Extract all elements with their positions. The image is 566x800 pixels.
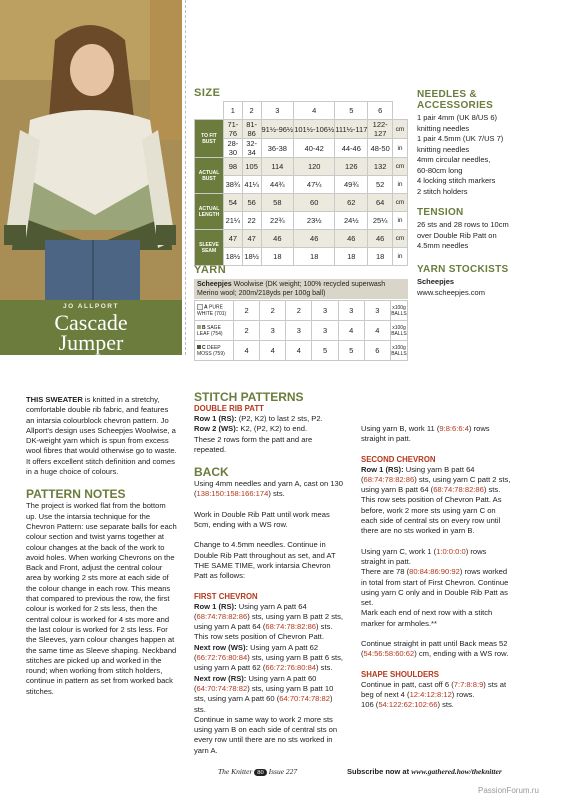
cell: 4 <box>260 341 286 361</box>
cell: 2 <box>234 321 260 341</box>
yarn-description <box>194 279 408 299</box>
cell: 40-42 <box>294 139 335 158</box>
tension-text: 26 sts and 28 rows to 10cm over Double Rib Patt on 4.5mm needles <box>417 220 509 250</box>
cell: 47¼ <box>294 176 335 194</box>
cell: 2 <box>286 301 312 321</box>
cell: 60 <box>294 194 335 212</box>
size-cell: 3 <box>261 102 294 120</box>
subscribe-url[interactable]: www.gathered.how/theknitter <box>411 767 502 776</box>
cell: 120 <box>294 158 335 176</box>
yarn-heading: YARN <box>194 264 227 276</box>
swatch-b <box>197 325 201 329</box>
cell: 18 <box>335 248 368 266</box>
cell: 36-38 <box>261 139 294 158</box>
cell: 18 <box>261 248 294 266</box>
column-1 <box>26 395 178 697</box>
to-fit-cm-row <box>195 120 408 139</box>
footer-right <box>347 767 502 776</box>
unit-balls: x100g BALLS <box>391 321 408 341</box>
cell: 41¼ <box>242 176 261 194</box>
needles-heading-1: NEEDLES & <box>417 89 477 100</box>
cell: 44¾ <box>261 176 294 194</box>
model-photo <box>0 0 182 300</box>
cell: 105 <box>242 158 261 176</box>
stitch-heading: STITCH PATTERNS <box>194 390 304 404</box>
cell: 23½ <box>294 212 335 230</box>
tension-heading: TENSION <box>417 207 464 218</box>
cell: 3 <box>364 301 390 321</box>
sc-total: There are 78 (80:84:86:90:92) rows worked in total from start of First Chevron. Continue using yarn C only and in Double Rib Patt as set. <box>361 567 509 608</box>
cell: 126 <box>335 158 368 176</box>
page-number: 80 <box>254 769 267 776</box>
to-fit-label: TO FIT BUST <box>195 120 224 158</box>
cell: 64 <box>368 194 393 212</box>
cell: 98 <box>224 158 243 176</box>
title-line-1: Cascade <box>54 309 128 335</box>
sc-row-1: Row 1 (RS): Using yarn B patt 64 (68:74:78:82:86) sts, using yarn C patt 2 sts, using yarn B patt 64 (68:74:78:82:86) sts. <box>361 464 511 495</box>
cell: 6 <box>364 341 390 361</box>
yarn-colour: C DEEP MOSS (759) <box>195 341 234 361</box>
blank-cell <box>195 102 224 120</box>
size-table <box>194 101 408 266</box>
unit-cm: cm <box>393 230 408 248</box>
cell: 25¼ <box>368 212 393 230</box>
actual-bust-in-row <box>195 176 408 194</box>
cell: 5 <box>312 341 338 361</box>
cell: 52 <box>368 176 393 194</box>
to-fit-in-row <box>195 139 408 158</box>
cell: 18 <box>294 248 335 266</box>
cell: 22 <box>242 212 261 230</box>
column-3 <box>361 390 513 711</box>
blank-cell <box>393 102 408 120</box>
cell: 32-34 <box>242 139 261 158</box>
column-2 <box>194 390 344 756</box>
cell: 46 <box>294 230 335 248</box>
page-divider <box>185 0 187 355</box>
title-line-2: Jumper <box>58 329 124 355</box>
intro-paragraph: THIS SWEATER is knitted in a stretchy, comfortable double rib fabric, and features an intarsia colourblock chevron pattern. Jo Allport's design uses Scheepjes Woolwise, a DK-weight yarn which is spun from excess wool fibres that would otherwise go to waste. It offers excellent stitch definition and comes in a huge choice of colours. <box>26 395 177 477</box>
cell: 2 <box>234 301 260 321</box>
sleeve-label: SLEEVE SEAM <box>195 230 224 266</box>
issue-number: Issue 227 <box>268 767 298 776</box>
footer-left <box>218 767 297 776</box>
first-chevron-heading: FIRST CHEVRON <box>194 591 258 601</box>
sc-cont: Continue straight in patt until Back meas 52 (54:56:58:60:62) cm, ending with a WS row. <box>361 639 509 659</box>
back-p1: Using 4mm needles and yarn A, cast on 130 (138:150:158:166:174) sts. <box>194 479 344 499</box>
yarn-row-b <box>195 321 408 341</box>
cell: 132 <box>368 158 393 176</box>
needles-list: 1 pair 4mm (UK 8/US 6) knitting needles 1 pair 4.5mm (UK 7/US 7) knitting needles 4mm circular needles, 60-80cm long 4 locking stitch markers 2 stitch holders <box>417 113 504 196</box>
cell: 114 <box>261 158 294 176</box>
back-p3: Change to 4.5mm needles. Continue in Double Rib Patt throughout as set, and AT THE SAME TIME, work intarsia Chevron Patt as follows: <box>194 540 336 581</box>
cell: 18 <box>368 248 393 266</box>
cell: 3 <box>286 321 312 341</box>
cell: 24½ <box>335 212 368 230</box>
cell: 47 <box>242 230 261 248</box>
yarn-colour: A PURE WHITE (701) <box>195 301 234 321</box>
cell: 18½ <box>224 248 243 266</box>
designer-name: JO ALLPORT <box>63 302 119 310</box>
cell: 71-76 <box>224 120 243 139</box>
cell: 46 <box>335 230 368 248</box>
notes-heading: PATTERN NOTES <box>26 487 126 502</box>
cell: 21¼ <box>224 212 243 230</box>
yarn-colour: B SAGE LEAF (754) <box>195 321 234 341</box>
sc-yarn-c: Using yarn C, work 1 (1:0:0:0:0) rows straight in patt. <box>361 546 487 566</box>
fc-note: This row sets position of Chevron Patt. <box>194 632 324 642</box>
size-cell: 2 <box>242 102 261 120</box>
cell: 4 <box>364 321 390 341</box>
cell: 22¾ <box>261 212 294 230</box>
cell: 48-50 <box>368 139 393 158</box>
unit-cm: cm <box>393 194 408 212</box>
cell: 111½-117 <box>335 120 368 139</box>
size-row <box>195 102 408 120</box>
cell: 38¾ <box>224 176 243 194</box>
cell: 58 <box>261 194 294 212</box>
size-cell: 4 <box>294 102 335 120</box>
unit-in: in <box>393 212 408 230</box>
stockist-url[interactable]: www.scheepjes.com <box>417 287 485 297</box>
unit-in: in <box>393 248 408 266</box>
cell: 56 <box>242 194 261 212</box>
watermark: PassionForum.ru <box>478 786 539 795</box>
second-chevron-heading: SECOND CHEVRON <box>361 454 436 464</box>
size-cell: 6 <box>368 102 393 120</box>
size-cell: 5 <box>335 102 368 120</box>
cell: 3 <box>260 321 286 341</box>
fc-row-1: Row 1 (RS): Using yarn A patt 64 (68:74:78:82:86) sts, using yarn B patt 2 sts, using yarn A patt 64 (68:74:78:82:86) sts. <box>194 601 344 632</box>
cell: 3 <box>312 321 338 341</box>
unit-in: in <box>393 139 408 158</box>
swatch-a <box>197 304 203 310</box>
cell: 54 <box>224 194 243 212</box>
unit-balls: x100g BALLS <box>391 301 408 321</box>
cell: 44-46 <box>335 139 368 158</box>
cell: 62 <box>335 194 368 212</box>
actual-length-cm-row <box>195 194 408 212</box>
needles-section <box>417 89 562 252</box>
sc-note: This row sets position of Chevron Patt. As before, work 2 more sts using yarn C on each side of central sts on every row until there are no sts worked in yarn B. <box>361 495 502 536</box>
actual-bust-cm-row <box>195 158 408 176</box>
cell: 47 <box>224 230 243 248</box>
notes-text: The project is worked flat from the bottom up. Use the intarsia technique for the Chevron Pattern: use separate balls for each colour section and twist yarns together at colour changes at the back of the work to avoid holes. When working Chevrons on the Back and Front, adjust the central colour area by working 2 sts more at each side of the colour change in each row. This means that compared to previous the row, the first colour is worked for 2 sts less, then the central colour is worked for 4 sts more and the last colour is worked for 2 sts less. For the Sleeves, yarn colour changes happen at the same time as Sleeve shaping. Neckband stitches are picked up and worked in the round; when working from stitch holders, continue in pattern as set from worked back stitches. <box>26 501 177 696</box>
yarn-table <box>194 300 408 361</box>
cell: 81-86 <box>242 120 261 139</box>
cell: 4 <box>338 321 364 341</box>
stockists-section <box>417 264 562 298</box>
yarn-desc: Woolwise (DK weight; 100% recycled superwash Merino wool; 200m/218yds per 100g ball) <box>197 281 386 297</box>
shape-text: Continue in patt, cast off 6 (7:7:8:8:9) sts at beg of next 4 (12:4:12:8:12) rows. <box>361 679 507 699</box>
yarn-row-c <box>195 341 408 361</box>
unit-cm: cm <box>393 158 408 176</box>
cell: 4 <box>286 341 312 361</box>
rib-row-2: Row 2 (WS): K2, (P2, K2) to end. <box>194 424 308 434</box>
cell: 5 <box>338 341 364 361</box>
cell: 18½ <box>242 248 261 266</box>
cell: 122-127 <box>368 120 393 139</box>
back-p2: Work in Double Rib Patt until work meas 5cm, ending with a WS row. <box>194 509 330 530</box>
model-illustration <box>0 0 182 300</box>
back-heading: BACK <box>194 465 229 480</box>
yarn-row-a <box>195 301 408 321</box>
cell: 101½-106½ <box>294 120 335 139</box>
cell: 46 <box>368 230 393 248</box>
magazine-name: The Knitter <box>218 767 253 776</box>
actual-bust-label: ACTUAL BUST <box>195 158 224 194</box>
rib-note: These 2 rows form the patt and are repeated. <box>194 434 313 454</box>
fc-row-2: Next row (WS): Using yarn A patt 62 (66:72:76:80:84) sts, using yarn B patt 6 sts, using yarn A patt 62 (66:72:76:80:84) sts. <box>194 642 344 673</box>
stockists-heading: YARN STOCKISTS <box>417 264 509 275</box>
stockist-name: Scheepjes <box>417 277 455 286</box>
fc-cont: Continue in same way to work 2 more sts using yarn B on each side of central sts on every row until there are no sts worked in yarn A. <box>194 714 338 755</box>
shape-shoulders-heading: SHAPE SHOULDERS <box>361 669 439 679</box>
subscribe-text: Subscribe now at <box>347 767 412 776</box>
unit-cm: cm <box>393 120 408 139</box>
cell: 49¾ <box>335 176 368 194</box>
actual-length-in-row <box>195 212 408 230</box>
fc-row-3: Next row (RS): Using yarn A patt 60 (64:70:74:78:82) sts, using yarn B patt 10 sts, using yarn A patt 60 (64:70:74:78:82) sts. <box>194 673 334 714</box>
rib-row-1: Row 1 (RS): (P2, K2) to last 2 sts, P2. <box>194 414 323 423</box>
cell: 28-30 <box>224 139 243 158</box>
needles-heading-2: ACCESSORIES <box>417 100 494 111</box>
cell: 4 <box>234 341 260 361</box>
pattern-title <box>54 309 128 355</box>
sleeve-cm-row <box>195 230 408 248</box>
yarn-brand: Scheepjes <box>197 281 232 288</box>
unit-in: in <box>393 176 408 194</box>
size-heading: SIZE <box>194 87 221 99</box>
cell: 3 <box>338 301 364 321</box>
cell: 46 <box>261 230 294 248</box>
unit-balls: x100g BALLS <box>391 341 408 361</box>
cell: 3 <box>312 301 338 321</box>
cell: 2 <box>260 301 286 321</box>
cell: 91½-96½ <box>261 120 294 139</box>
actual-length-label: ACTUAL LENGTH <box>195 194 224 230</box>
fc-yarn-b: Using yarn B, work 11 (9:8:6:6:4) rows straight in patt. <box>361 424 490 444</box>
shape-text-2: 106 (54:122:62:102:66) sts. <box>361 700 454 710</box>
sc-mark: Mark each end of next row with a stitch marker for armholes.** <box>361 608 493 628</box>
stitch-sub: DOUBLE RIB PATT <box>194 404 264 413</box>
title-band <box>0 300 182 355</box>
swatch-c <box>197 345 201 349</box>
sleeve-in-row <box>195 248 408 266</box>
size-cell: 1 <box>224 102 243 120</box>
